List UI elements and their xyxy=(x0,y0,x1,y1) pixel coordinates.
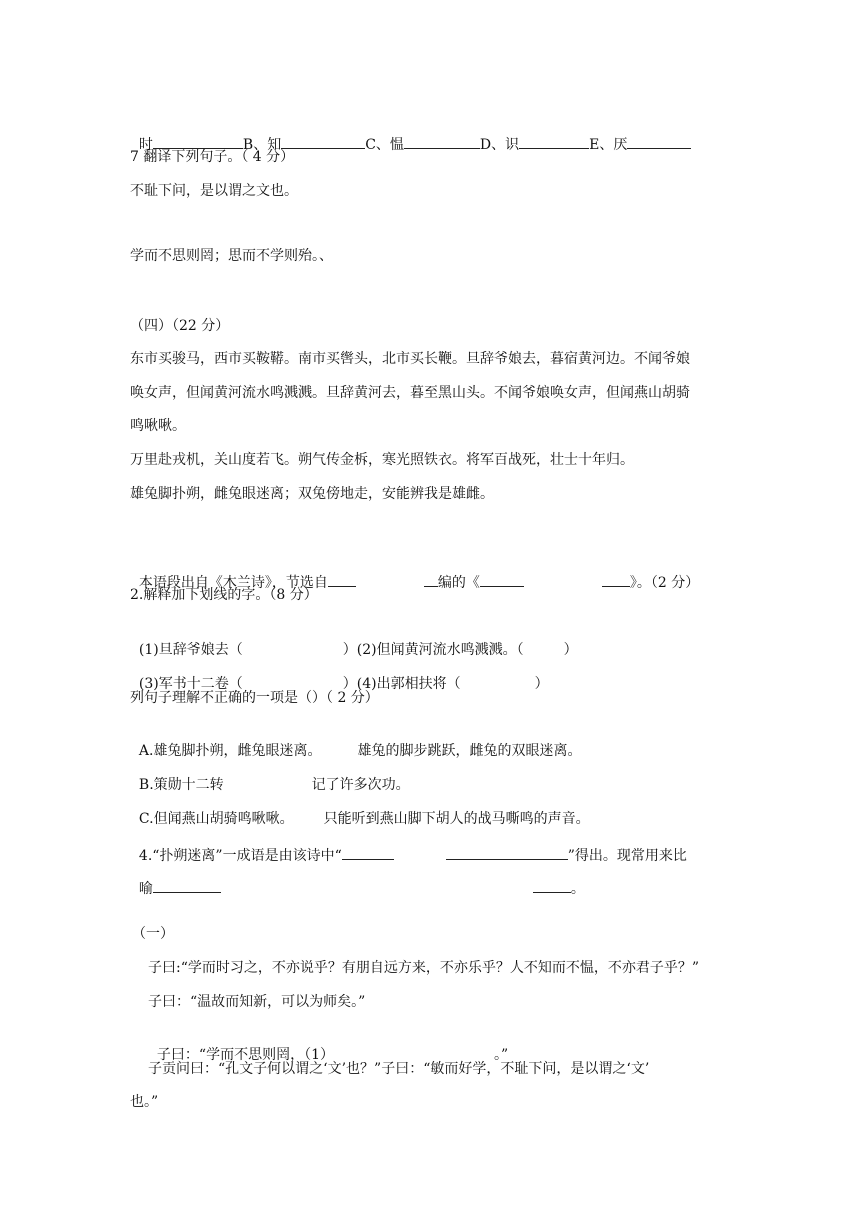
poem-line-2: 唤女声，但闻黄河流水鸣溅溅。旦辞黄河去，暮至黑山头。不闻爷娘唤女声，但闻燕山胡骑 xyxy=(130,385,690,401)
analects-line-1: 子曰:“学而时习之，不亦说乎？有朋自远方来，不亦乐乎？人不知而不愠，不亦君子乎？” xyxy=(148,960,700,976)
q7-sentence-1: 不耻下问，是以谓之文也。 xyxy=(130,183,298,199)
blank[interactable] xyxy=(519,134,589,149)
q3-title: 列句子理解不正确的一项是（）（ 2 分） xyxy=(130,690,379,706)
section1-heading: （一） xyxy=(132,926,174,942)
q6-item-e: E、厌 xyxy=(589,137,628,153)
q2-item-2-close: ） xyxy=(563,642,578,658)
blank[interactable] xyxy=(153,878,221,893)
q4-text-a: 4.“扑朔迷离”一成语是由该诗中“ xyxy=(138,848,342,864)
q6-item-a: 时 xyxy=(138,137,153,153)
q2-item-3: (3)军书十二卷（ xyxy=(138,676,243,692)
blank[interactable] xyxy=(424,572,438,587)
q7-title: 7 翻译下列句子。（ 4 分） xyxy=(130,149,295,165)
poem-line-5: 雄兔脚扑朔，雌兔眼迷离；双兔傍地走，安能辨我是雄雌。 xyxy=(130,486,494,502)
q3-a-source: A.雄兔脚扑朔，雌兔眼迷离。 xyxy=(138,743,322,759)
q7-sentence-2: 学而不思则罔；思而不学则殆。、 xyxy=(130,248,333,264)
analects-line-3-end: 。” xyxy=(493,1047,509,1063)
poem-line-3: 鸣啾啾。 xyxy=(130,418,186,434)
blank[interactable] xyxy=(404,134,480,149)
poem-line-1: 东市买骏马，西市买鞍鞯。南市买辔头，北市买长鞭。旦辞爷娘去，暮宿黄河边。不闻爷娘 xyxy=(130,351,690,367)
q2-item-2: ）(2)但闻黄河流水鸣溅溅。（ xyxy=(342,642,524,658)
analects-line-5: 也。” xyxy=(130,1094,159,1110)
q6-item-c: C、愠 xyxy=(365,137,404,153)
section4-heading: （四）（22 分） xyxy=(130,318,230,334)
analects-line-2: 子曰：“温故而知新，可以为师矣。” xyxy=(148,994,366,1010)
blank[interactable] xyxy=(328,572,356,587)
q2-title: 2.解释加下划线的字。（8 分） xyxy=(130,587,318,603)
q4-text-b: ”得出。现常用来比 xyxy=(567,848,687,864)
analects-line-4: 子贡问曰：“孔文子何以谓之‘文’也？”子曰：“敏而好学，不耻下问，是以谓之‘文’ xyxy=(148,1061,650,1077)
q6-item-d: D、识 xyxy=(479,137,520,153)
blank[interactable] xyxy=(602,572,630,587)
q3-b-source: B.策勋十二转 xyxy=(138,777,224,793)
q4-line-2 xyxy=(130,858,585,899)
q4-text-c: 喻 xyxy=(138,881,153,897)
blank[interactable] xyxy=(627,134,691,149)
q1-text-b: 编的《 xyxy=(437,575,480,591)
q4-text-d: 。 xyxy=(570,881,585,897)
poem-line-4: 万里赴戎机，关山度若飞。朔气传金柝，寒光照铁衣。将军百战死，壮士十年归。 xyxy=(130,452,634,468)
q3-b-translation: 记了许多次功。 xyxy=(311,777,410,793)
q2-item-1: (1)旦辞爷娘去（ xyxy=(138,642,243,658)
q2-item-4-close: ） xyxy=(534,676,549,692)
q1-text-a: 本语段出自《木兰诗》，节选自 xyxy=(138,575,328,591)
q3-c-translation: 只能听到燕山脚下胡人的战马嘶鸣的声音。 xyxy=(323,811,590,827)
q3-c-source: C.但闻燕山胡骑鸣啾啾。 xyxy=(138,811,294,827)
blank[interactable] xyxy=(480,572,524,587)
q3-option-c xyxy=(130,789,590,829)
q1-text-c: 》。（2 分） xyxy=(629,575,700,591)
analects-line-3-text: 子曰：“学而不思则罔，（1） xyxy=(156,1047,334,1063)
q6-item-b: B、知 xyxy=(242,137,282,153)
q2-item-4: ）(4)出郭相扶将（ xyxy=(342,676,461,692)
blank[interactable] xyxy=(533,878,571,893)
q3-a-translation: 雄兔的脚步跳跃，雌兔的双眼迷离。 xyxy=(357,743,582,759)
